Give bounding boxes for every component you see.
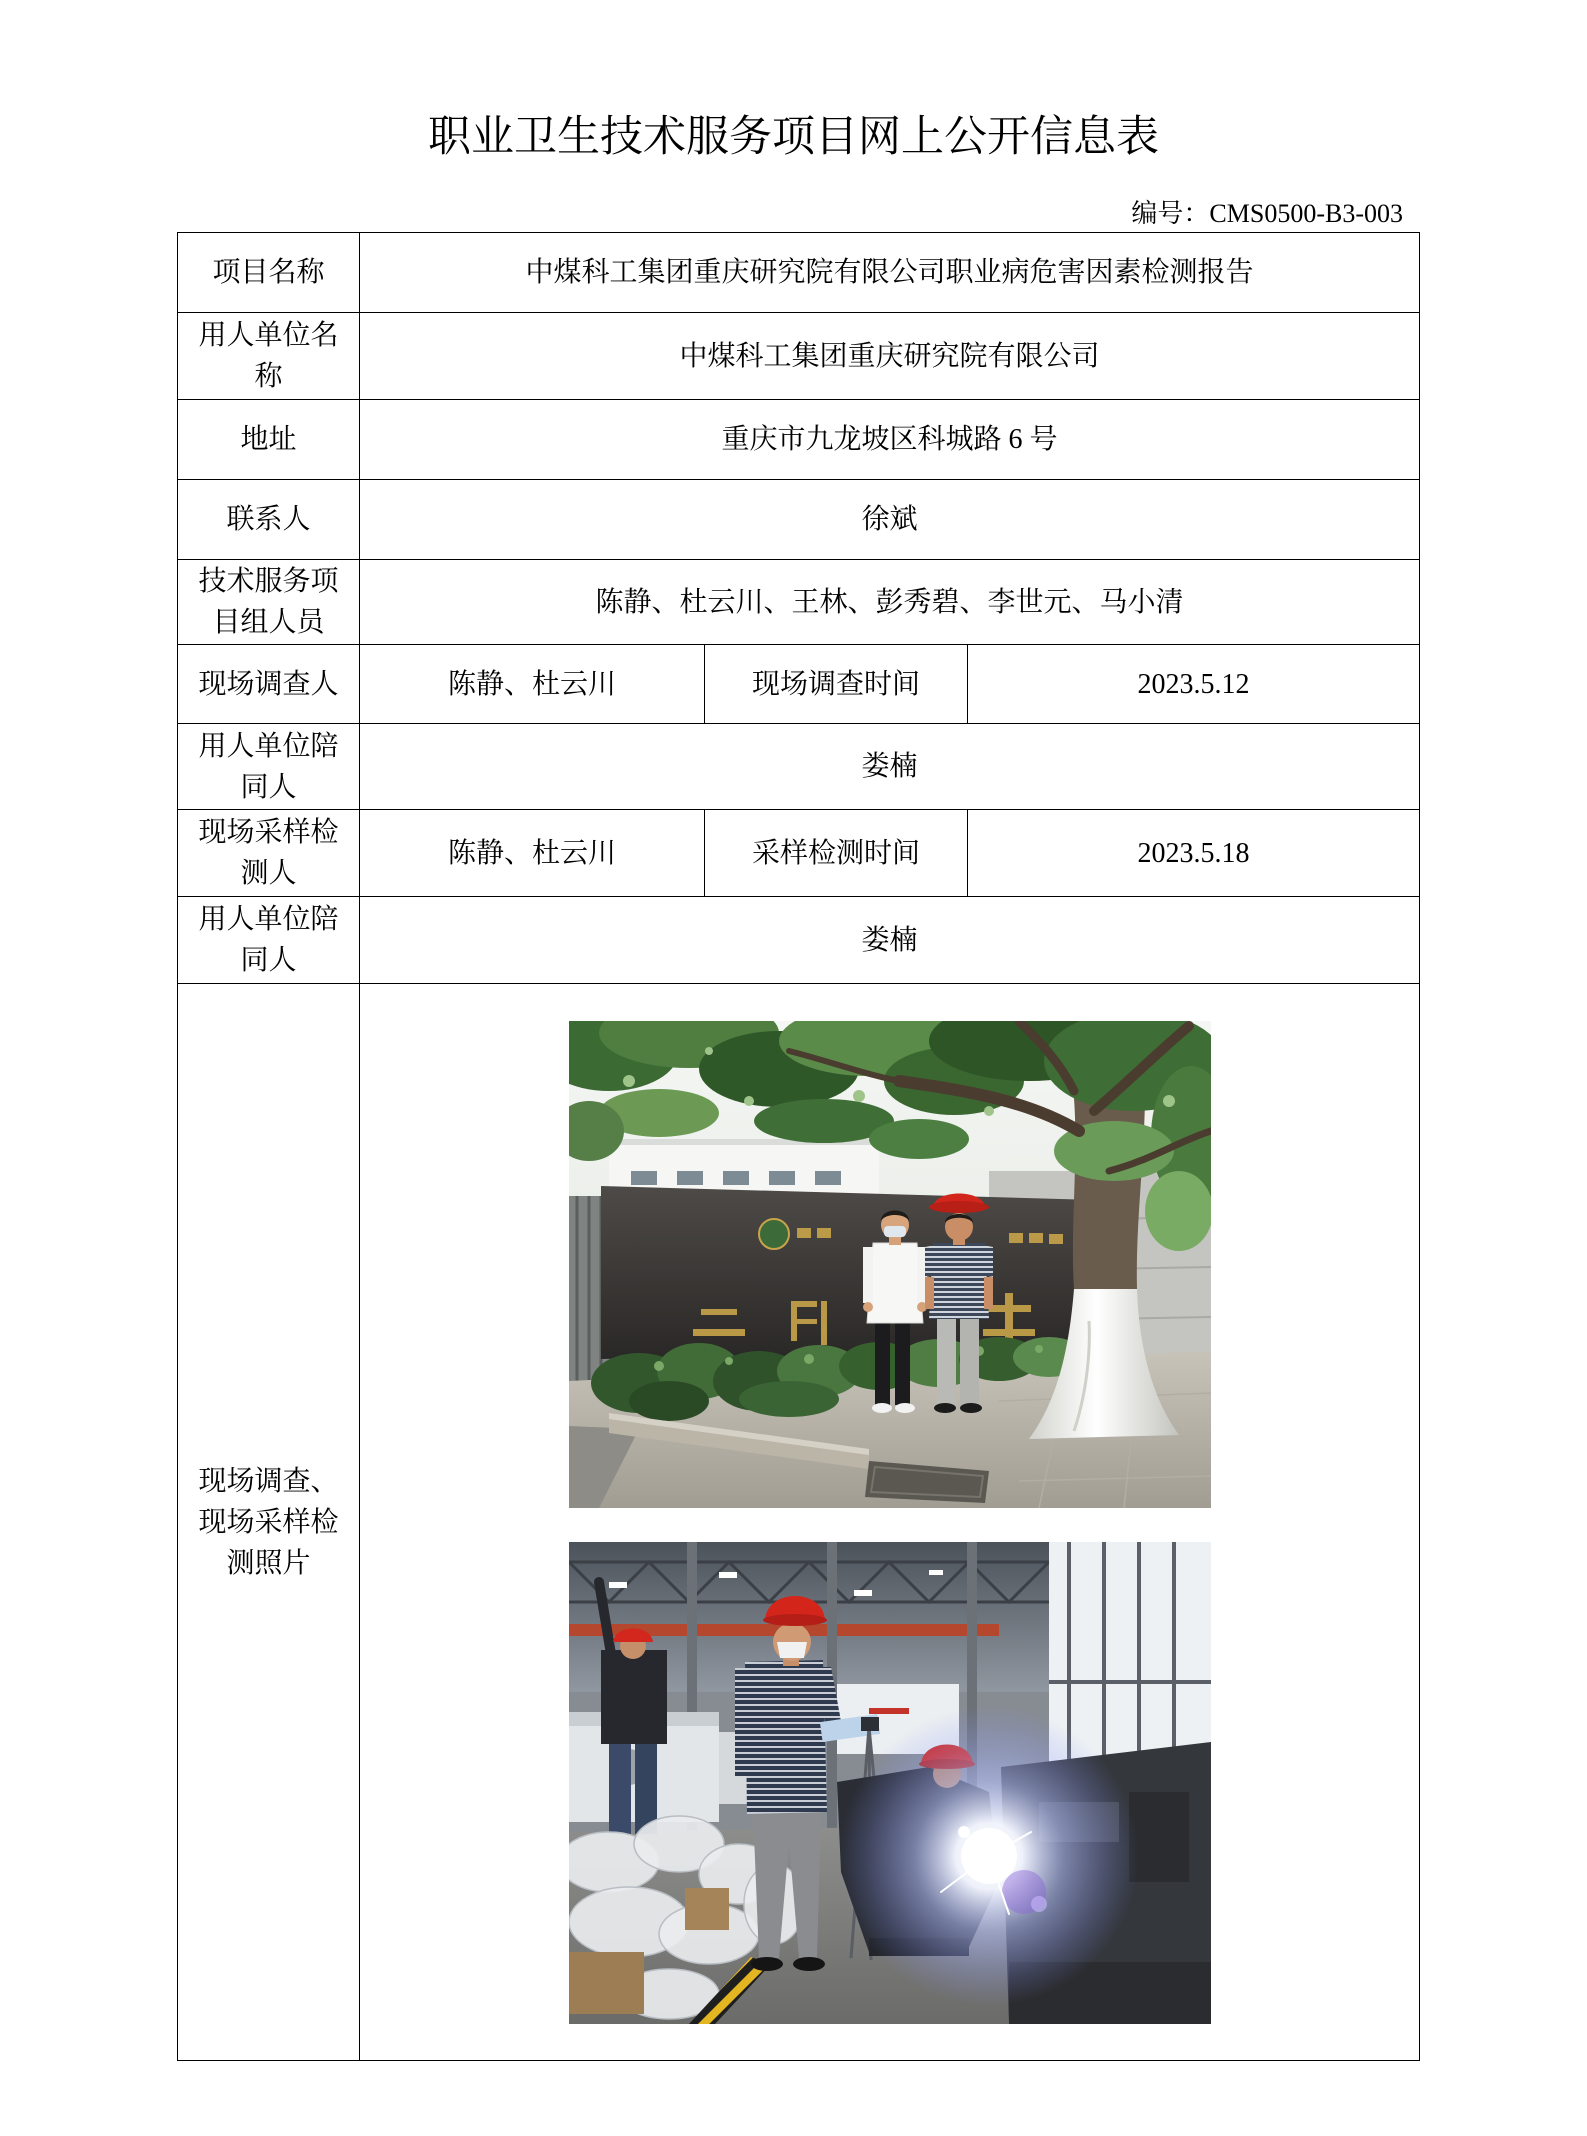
serial-number xyxy=(1131,198,1403,230)
survey-escort-value: 娄楠 xyxy=(360,724,1420,810)
row-employer-name xyxy=(178,313,1420,400)
photo-stack xyxy=(374,1021,1405,2024)
row-contact xyxy=(178,480,1420,560)
row-sampling-escort xyxy=(178,897,1420,984)
survey-escort-label: 用人单位陪同人 xyxy=(178,724,360,810)
info-table xyxy=(177,232,1420,2061)
survey-value: 陈静、杜云川 xyxy=(360,645,705,724)
survey-time-label: 现场调查时间 xyxy=(705,645,968,724)
address-label: 地址 xyxy=(178,400,360,480)
sampling-time-value: 2023.5.18 xyxy=(968,810,1420,897)
address-value: 重庆市九龙坡区科城路 6 号 xyxy=(360,400,1420,480)
site-survey-photo xyxy=(569,1021,1211,1508)
sampling-value: 陈静、杜云川 xyxy=(360,810,705,897)
contact-label: 联系人 xyxy=(178,480,360,560)
sampling-escort-label: 用人单位陪同人 xyxy=(178,897,360,984)
row-survey-escort xyxy=(178,724,1420,810)
team-value: 陈静、杜云川、王林、彭秀碧、李世元、马小清 xyxy=(360,560,1420,645)
sampling-label: 现场采样检测人 xyxy=(178,810,360,897)
sampling-time-label: 采样检测时间 xyxy=(705,810,968,897)
welding-arc-glow xyxy=(839,1706,1139,2006)
photos-label: 现场调查、现场采样检测照片 xyxy=(178,984,360,2061)
project-name-label: 项目名称 xyxy=(178,233,360,313)
survey-label: 现场调查人 xyxy=(178,645,360,724)
employer-name-label: 用人单位名称 xyxy=(178,313,360,400)
team-label: 技术服务项目组人员 xyxy=(178,560,360,645)
row-photos xyxy=(178,984,1420,2061)
project-name-value: 中煤科工集团重庆研究院有限公司职业病危害因素检测报告 xyxy=(360,233,1420,313)
survey-time-value: 2023.5.12 xyxy=(968,645,1420,724)
contact-value: 徐斌 xyxy=(360,480,1420,560)
sampling-photo xyxy=(569,1542,1211,2024)
row-project-name xyxy=(178,233,1420,313)
row-site-survey xyxy=(178,645,1420,724)
page-title: 职业卫生技术服务项目网上公开信息表 xyxy=(428,114,1159,161)
employer-name-value: 中煤科工集团重庆研究院有限公司 xyxy=(360,313,1420,400)
photos-cell xyxy=(360,984,1420,2061)
serial-value: CMS0500-B3-003 xyxy=(1209,199,1403,228)
row-sampling xyxy=(178,810,1420,897)
serial-label: 编号： xyxy=(1131,199,1210,228)
sign-emblem xyxy=(759,1219,789,1249)
sampling-escort-value: 娄楠 xyxy=(360,897,1420,984)
row-address xyxy=(178,400,1420,480)
row-team-members xyxy=(178,560,1420,645)
